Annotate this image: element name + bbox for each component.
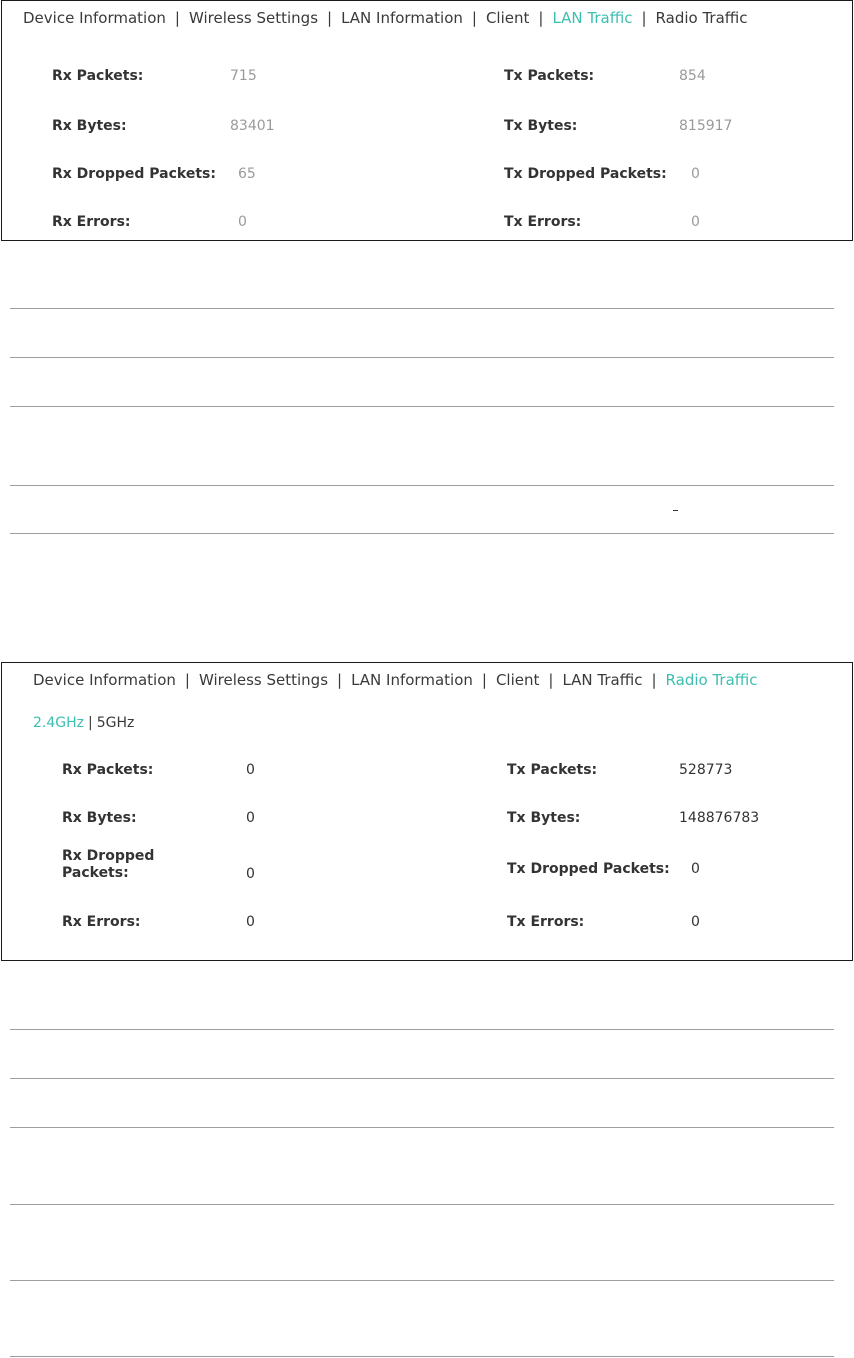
rx-dropped-packets-value: 0 [246, 866, 255, 882]
rx-errors-value: 0 [246, 914, 255, 930]
tx-packets-label: Tx Packets: [507, 762, 598, 778]
band-selector [33, 715, 134, 731]
rx-packets-label: Rx Packets: [52, 68, 144, 84]
tx-packets-value: 528773 [679, 762, 733, 778]
tx-bytes-value: 815917 [679, 118, 733, 134]
tx-dropped-packets-label: Tx Dropped Packets: [504, 166, 667, 182]
divider-line [10, 1356, 834, 1357]
divider-line [10, 308, 834, 309]
tab-separator: | [651, 671, 657, 689]
divider-line [10, 1029, 834, 1030]
tab-separator: | [337, 671, 343, 689]
tab-separator: | [481, 671, 487, 689]
rx-errors-value: 0 [238, 214, 247, 230]
rx-dropped-packets-value: 65 [238, 166, 256, 182]
rx-packets-label: Rx Packets: [62, 762, 154, 778]
tx-dropped-packets-label: Tx Dropped Packets: [507, 861, 670, 877]
tx-packets-value: 854 [679, 68, 706, 84]
tab-bar [33, 671, 758, 689]
rx-bytes-label: Rx Bytes: [52, 118, 127, 134]
band-2-4ghz[interactable]: 2.4GHz [33, 715, 84, 731]
tab-separator: | [327, 9, 333, 27]
divider-line [10, 1204, 834, 1205]
tx-errors-value: 0 [691, 914, 700, 930]
lan-traffic-panel [1, 0, 853, 241]
tx-bytes-label: Tx Bytes: [507, 810, 581, 826]
tx-errors-value: 0 [691, 214, 700, 230]
tx-packets-label: Tx Packets: [504, 68, 595, 84]
tab-radio-traffic[interactable]: Radio Traffic [665, 671, 758, 689]
divider-line [10, 406, 834, 407]
divider-line [10, 1280, 834, 1281]
tab-separator: | [548, 671, 554, 689]
divider-line [10, 533, 834, 534]
rx-errors-label: Rx Errors: [62, 914, 141, 930]
rx-dropped-packets-label: Rx Dropped Packets: [62, 848, 155, 881]
divider-line [10, 1127, 834, 1128]
tx-errors-label: Tx Errors: [504, 214, 582, 230]
band-separator: | [88, 715, 93, 731]
tab-lan-information[interactable]: LAN Information [341, 9, 463, 27]
tx-dropped-packets-value: 0 [691, 166, 700, 182]
tab-lan-traffic[interactable]: LAN Traffic [562, 671, 643, 689]
rx-bytes-label: Rx Bytes: [62, 810, 137, 826]
tx-errors-label: Tx Errors: [507, 914, 585, 930]
rx-bytes-value: 0 [246, 810, 255, 826]
tab-device-information[interactable]: Device Information [33, 671, 176, 689]
radio-traffic-panel [1, 662, 853, 961]
rx-packets-value: 0 [246, 762, 255, 778]
rx-errors-label: Rx Errors: [52, 214, 131, 230]
tab-bar [23, 9, 748, 27]
tab-lan-information[interactable]: LAN Information [351, 671, 473, 689]
divider-line [10, 1078, 834, 1079]
tab-separator: | [174, 9, 180, 27]
rx-dropped-packets-label: Rx Dropped Packets: [52, 166, 216, 182]
tab-client[interactable]: Client [495, 671, 540, 689]
tx-dropped-packets-value: 0 [691, 861, 700, 877]
tab-lan-traffic[interactable]: LAN Traffic [552, 9, 633, 27]
tx-bytes-label: Tx Bytes: [504, 118, 578, 134]
rx-packets-value: 715 [230, 68, 257, 84]
tab-wireless-settings[interactable]: Wireless Settings [188, 9, 319, 27]
divider-line [10, 485, 834, 486]
rx-bytes-value: 83401 [230, 118, 275, 134]
tab-separator: | [184, 671, 190, 689]
tab-separator: | [471, 9, 477, 27]
tab-separator: | [538, 9, 544, 27]
tab-radio-traffic[interactable]: Radio Traffic [655, 9, 748, 27]
tab-client[interactable]: Client [485, 9, 530, 27]
tick-mark [673, 510, 678, 511]
tab-wireless-settings[interactable]: Wireless Settings [198, 671, 329, 689]
tx-bytes-value: 148876783 [679, 810, 760, 826]
tab-separator: | [641, 9, 647, 27]
divider-line [10, 357, 834, 358]
band-5ghz[interactable]: 5GHz [96, 715, 135, 731]
tab-device-information[interactable]: Device Information [23, 9, 166, 27]
